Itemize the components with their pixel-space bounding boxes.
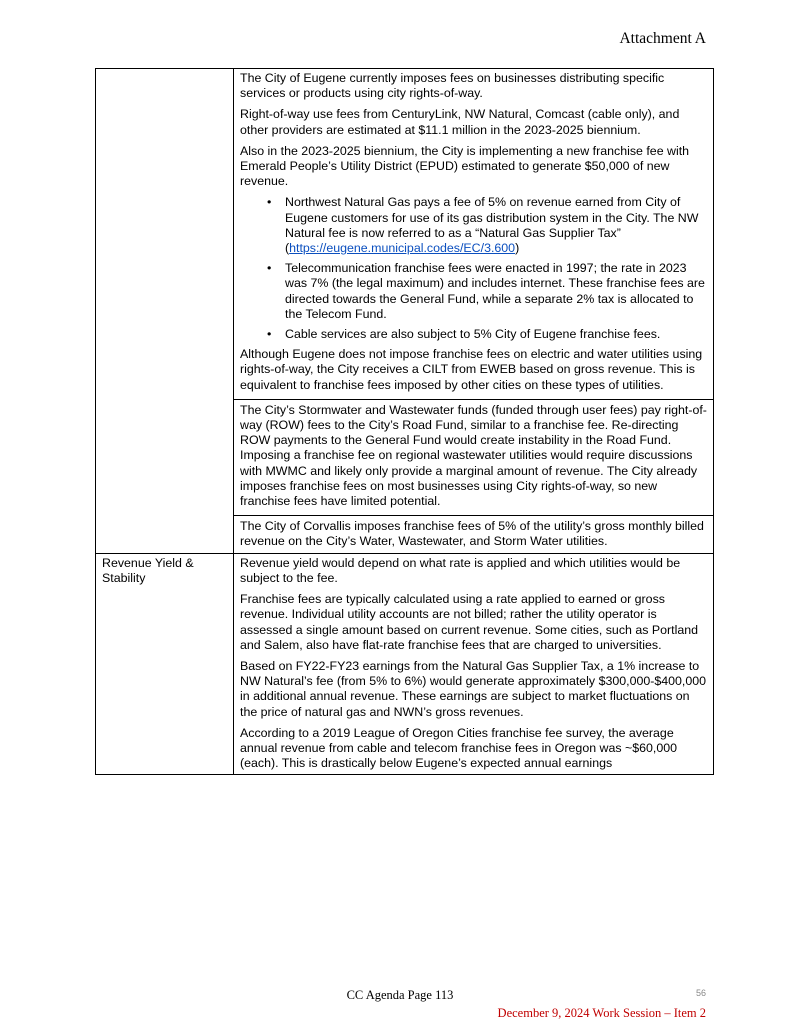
paragraph-calculation: Franchise fees are typically calculated using a rate applied to earned or gross revenue. Individual utility accounts are not billed; rather the utility operator is assessed a single amount based on current revenue. Some cities, such as Portland and Salem, also have flat-rate franchise fees that are charged to universities. [240, 592, 699, 652]
paragraph-loc-survey: According to a 2019 League of Oregon Cities franchise fee survey, the average annual revenue from cable and telecom franchise fees in Oregon was ~$60,000 (each). This is drastically below Eugene’s expected annual earnings [240, 725, 678, 771]
paragraph-row-fees: Right-of-way use fees from CenturyLink, NW Natural, Comcast (cable only), and other providers are estimated at $11.1 million in the 2023-2025 biennium. [240, 107, 680, 137]
row-content [234, 69, 714, 554]
bullet-icon: • [267, 327, 272, 342]
bullet-icon: • [267, 195, 272, 210]
table-row [96, 69, 714, 554]
municipal-code-link[interactable]: https://eugene.municipal.codes/EC/3.600 [289, 241, 516, 256]
row-label [96, 69, 234, 554]
agenda-page-label: CC Agenda Page 113 [346, 988, 454, 1002]
bullet-list [240, 195, 707, 342]
bullet-text-cable: Cable services are also subject to 5% City of Eugene franchise fees. [285, 327, 661, 342]
bullet-close-paren: ) [515, 241, 520, 256]
paragraph-yield: Revenue yield would depend on what rate is applied and which utilities would be subject to the fee. [240, 555, 681, 585]
row-label: Revenue Yield & Stability [96, 553, 234, 775]
bullet-icon: • [267, 261, 272, 276]
paragraph-intro: The City of Eugene currently imposes fees on businesses distributing specific services or products using city rights-of-way. [240, 71, 665, 101]
bullet-text-telecom: Telecommunication franchise fees were enacted in 1997; the rate in 2023 was 7% (the legal maximum) and includes internet. These franchise fees are directed towards the General Fund, while a separate 2% tax is allocated to the Telecom Fund. [285, 261, 705, 321]
page-number: 56 [695, 988, 706, 998]
paragraph-stormwater: The City’s Stormwater and Wastewater funds (funded through user fees) pay right-of-way (ROW) fees to the City’s Road Fund, similar to a franchise fee. Re-directing ROW payments to the General Fund would create instability in the Road Fund. Imposing a franchise fee on regional wastewater utilities would require discussions with MWMC and likely only provide a marginal amount of revenue. The City already imposes franchise fees on most businesses using City rights-of-way, so new franchise fees have limited potential. [234, 399, 713, 509]
attachment-label: Attachment A [619, 30, 706, 47]
row-content [234, 553, 714, 775]
work-session-label: December 9, 2024 Work Session – Item 2 [497, 1006, 706, 1020]
paragraph-corvallis: The City of Corvallis imposes franchise fees of 5% of the utility’s gross monthly billed revenue on the City’s Water, Wastewater, and Storm Water utilities. [234, 515, 713, 549]
franchise-fee-table [95, 68, 714, 775]
paragraph-gas-tax: Based on FY22-FY23 earnings from the Natural Gas Supplier Tax, a 1% increase to NW Natural’s fee (from 5% to 6%) would generate approximately $300,000-$400,000 in additional annual revenue. These earnings are subject to market fluctuations on the price of natural gas and NWN’s gross revenues. [240, 658, 707, 719]
list-item [267, 261, 707, 322]
list-item [267, 195, 707, 256]
bullet-text-nw-natural: Northwest Natural Gas pays a fee of 5% on revenue earned from City of Eugene customers for use of its gas distribution system in the City. The NW Natural fee is now referred to as a “Natural Gas Supplier Tax” ( [285, 195, 699, 256]
table-row [96, 553, 714, 775]
paragraph-epud: Also in the 2023-2025 biennium, the City is implementing a new franchise fee with Emerald People’s Utility District (EPUD) estimated to generate $50,000 of new revenue. [240, 143, 690, 189]
list-item [267, 327, 707, 342]
paragraph-cilt: Although Eugene does not impose franchise fees on electric and water utilities using rights-of-way, the City receives a CILT from EWEB based on gross revenue. This is equivalent to franchise fees imposed by other cities on these types of utilities. [240, 347, 703, 392]
